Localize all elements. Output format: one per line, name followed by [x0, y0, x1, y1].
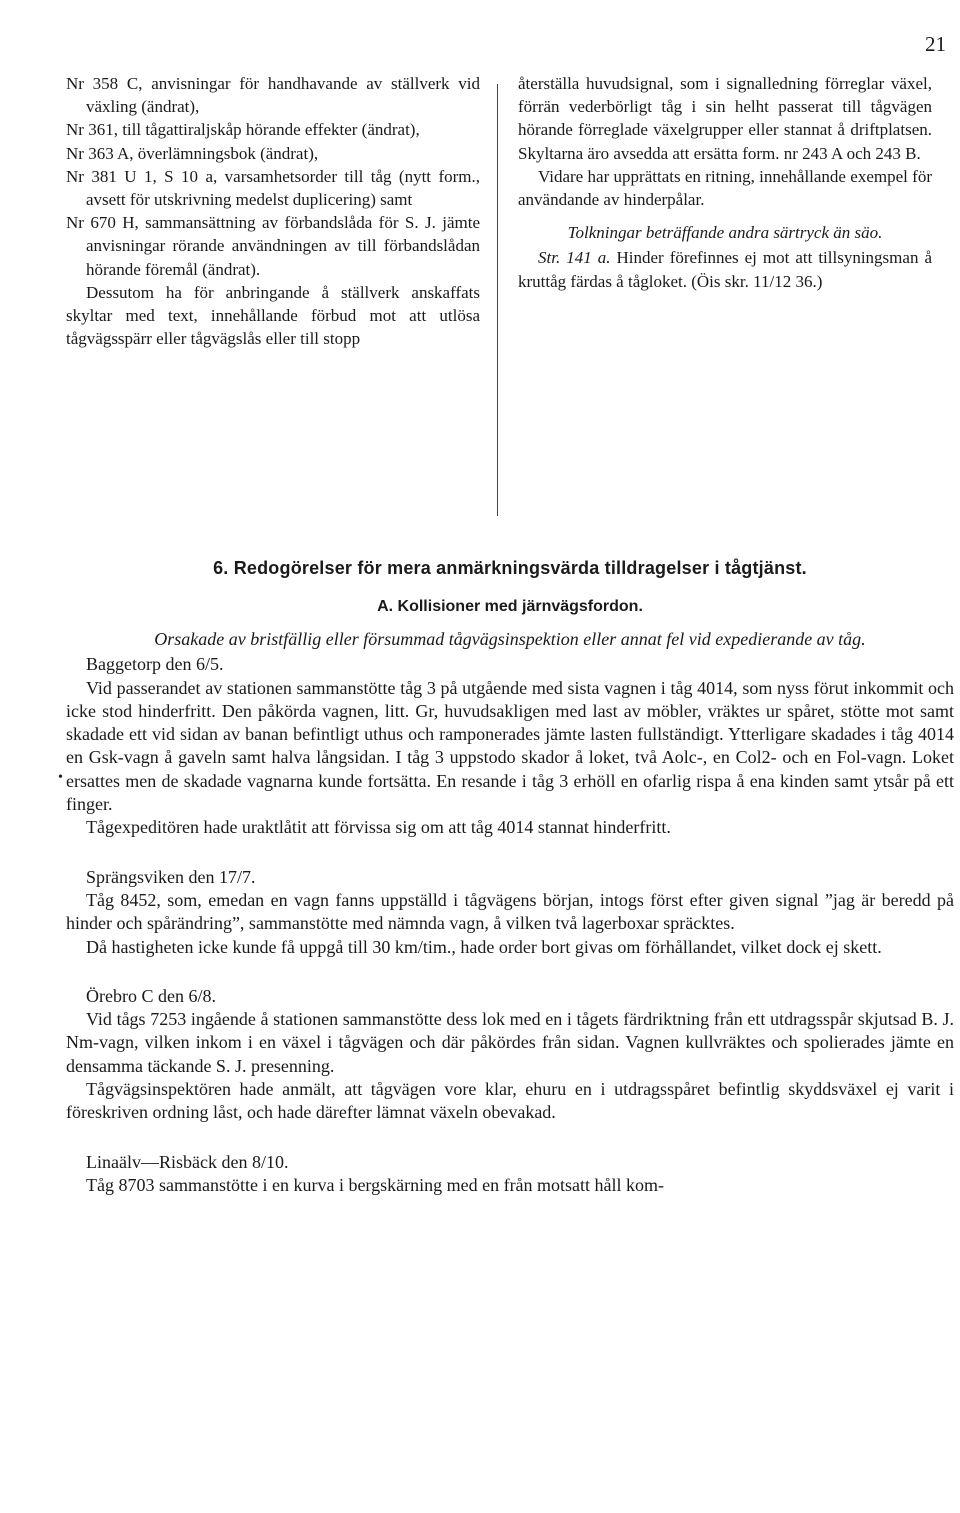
two-column-section	[66, 72, 954, 518]
column-divider	[497, 84, 498, 516]
italic-title: Orsakade av bristfällig eller försummad tågvägsinspektion eller annat fel vid expedierande av tåg.	[154, 629, 866, 649]
str-label: Str. 141 a.	[538, 248, 611, 268]
entry-paragraph: Vid tågs 7253 ingående å stationen sammanstötte dess lok med en i tågets färdriktning från ett utdragsspår skjutsad B. J. Nm-vagn, vilken inkom i en växel i tågvägen och där påkördes från sidan. Vagnen kullvräktes och spolierades jämte en densamma täckande S. J. presenning.	[66, 1009, 954, 1076]
str-paragraph	[518, 246, 932, 292]
entry-place: Örebro C den 6/8.	[86, 985, 216, 1006]
list-item: Nr 358 C, anvisningar för handhavande av ställverk vid växling (ändrat),	[66, 74, 480, 117]
list-item: Nr 381 U 1, S 10 a, varsamhetsorder till tåg (nytt form., avsett för utskrivning medelst duplicering) samt	[66, 166, 480, 210]
list-item: Nr 670 H, sammansättning av förbandslåda för S. J. jämte anvisningar rörande användningen av till förbandslådan hörande föremål (ändrat).	[66, 213, 480, 279]
interpretation-heading: Tolkningar beträffande andra särtryck än säo.	[567, 223, 883, 243]
entry-place: Sprängsviken den 17/7.	[86, 866, 256, 887]
sub-heading: A. Kollisioner med järnvägsfordon.	[377, 598, 643, 615]
entry-paragraph: Tågexpeditören hade uraktlåtit att förvissa sig om att tåg 4014 stannat hinderfritt.	[86, 817, 671, 838]
entry-paragraph: Tågvägsinspektören hade anmält, att tågvägen vore klar, ehuru en i utdragsspåret befintlig skyddsväxel ej varit i föreskriven ordning låst, och hade därefter lämnat växeln obevakad.	[66, 1079, 954, 1123]
entry-paragraph: Tåg 8452, som, emedan en vagn fanns uppställd i tågvägens början, intogs först efter given signal ”jag är beredd på hinder och spårändring”, sammanstötte med nämnda vagn, å vilken två lagerboxar spräcktes.	[66, 889, 954, 934]
page-number: 21	[925, 32, 946, 56]
entry-place: Baggetorp den 6/5.	[86, 654, 224, 675]
entry-paragraph: Vid passerandet av stationen sammanstötte tåg 3 på utgående med sista vagnen i tåg 4014, som nyss förut inkommit och icke stod hinderfritt. Den påkörda vagnen, litt. Gr, huvudsakligen med last av möbler, vräktes ur spåret, stötte mot samt skadade ett vid sidan av banan befintligt uthus och ramponerades jämte lasten fullständigt. Ytterligare skadades i tåg 4014 en Gsk-vagn å gaveln samt halva långsidan. I tåg 3 uppstodo skador å loket, två Aolc-, en Col2- och en Fol-vagn. Loket ersattes men de skadade vagnarna kunde fortsätta. En resande i tåg 3 erhöll en ofarlig rispa å ena kinden samt ytsår på ett finger.	[66, 677, 954, 815]
left-column	[66, 72, 480, 350]
entry-place: Linaälv—Risbäck den 8/10.	[86, 1151, 289, 1172]
entry-paragraph: Tåg 8703 sammanstötte i en kurva i bergskärning med en från motsatt håll kom-	[86, 1174, 665, 1195]
right-paragraph-1: återställa huvudsignal, som i signalledning förreglar växel, förrän vederbörligt tåg i sin helht passerat till tågvägen hörande förreglade växelgrupper eller stannat å driftplatsen. Skyltarna äro avsedda att ersätta form. nr 243 A och 243 B.	[518, 74, 932, 163]
right-column	[518, 72, 932, 293]
left-paragraph: Dessutom ha för anbringande å ställverk anskaffats skyltar med text, innehållande förbud mot att utlösa tågvägsspärr eller tågvägslås eller till stopp	[66, 282, 480, 349]
margin-mark: •	[58, 770, 63, 785]
str-text: Hinder förefinnes ej mot att tillsyningsman å kruttåg färdas å tågloket. (Öis skr. 11/12 36.)	[518, 248, 932, 291]
right-paragraph-2: Vidare har upprättats en ritning, innehållande exempel för användande av hinderpålar.	[518, 166, 932, 210]
section-heading: 6. Redogörelser för mera anmärkningsvärda tilldragelser i tågtjänst.	[213, 558, 807, 578]
list-item: Nr 363 A, överlämningsbok (ändrat),	[66, 143, 319, 163]
main-text	[66, 628, 954, 1197]
entry-paragraph: Då hastigheten icke kunde få uppgå till 30 km/tim., hade order bort givas om förhållandet, vilket dock ej skett.	[86, 936, 882, 957]
list-item: Nr 361, till tågattiraljskåp hörande effekter (ändrat),	[66, 120, 420, 140]
